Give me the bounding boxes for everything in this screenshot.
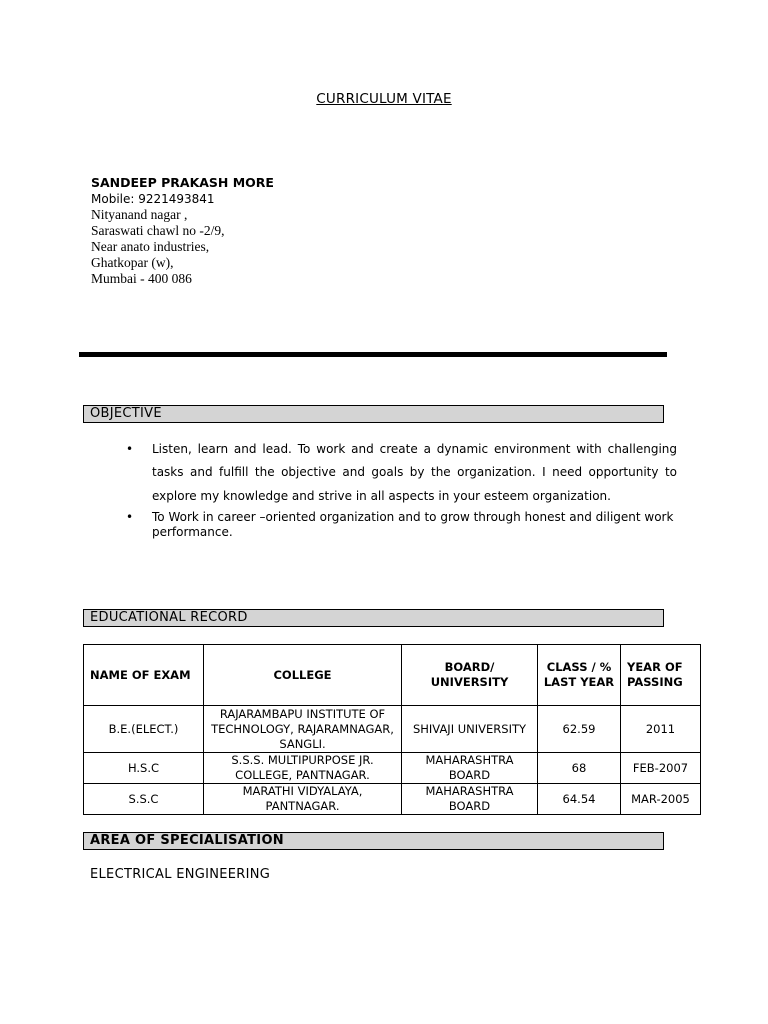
bullet-icon: • (126, 442, 134, 456)
address-line: Nityanand nagar , (91, 207, 188, 222)
cell-board: MAHARASHTRA BOARD (402, 784, 538, 815)
horizontal-divider (79, 352, 667, 357)
cell-college: S.S.S. MULTIPURPOSE JR. COLLEGE, PANTNAGAR. (204, 753, 402, 784)
cell-class: 64.54 (538, 784, 621, 815)
address-line: Near anato industries, (91, 239, 210, 254)
objective-list (126, 438, 677, 540)
cell-board: SHIVAJI UNIVERSITY (402, 706, 538, 753)
objective-item (126, 510, 677, 540)
objective-item (126, 438, 677, 508)
cell-year: 2011 (621, 706, 701, 753)
table-row (84, 706, 701, 753)
cell-exam: S.S.C (84, 784, 204, 815)
cell-class: 68 (538, 753, 621, 784)
cell-board: MAHARASHTRA BOARD (402, 753, 538, 784)
document-title: CURRICULUM VITAE (316, 91, 452, 107)
address-line: Ghatkopar (w), (91, 255, 174, 270)
cell-college: RAJARAMBAPU INSTITUTE OF TECHNOLOGY, RAJARAMNAGAR, SANGLI. (204, 706, 402, 753)
bullet-icon: • (126, 509, 134, 524)
education-heading: EDUCATIONAL RECORD (83, 609, 664, 627)
cell-college: MARATHI VIDYALAYA, PANTNAGAR. (204, 784, 402, 815)
column-header-exam: NAME OF EXAM (84, 645, 204, 706)
address-line: Mumbai - 400 086 (91, 271, 192, 286)
objective-text: To Work in career –oriented organization and to grow through honest and diligent work performance. (152, 509, 674, 539)
mobile-number: Mobile: 9221493841 (91, 192, 215, 206)
table-row (84, 753, 701, 784)
column-header-board: BOARD/ UNIVERSITY (402, 645, 538, 706)
column-header-class: CLASS / % LAST YEAR (538, 645, 621, 706)
column-header-college: COLLEGE (204, 645, 402, 706)
table-row (84, 784, 701, 815)
cell-exam: H.S.C (84, 753, 204, 784)
cell-exam: B.E.(ELECT.) (84, 706, 204, 753)
education-table (83, 644, 701, 815)
contact-block (91, 175, 274, 287)
cell-year: FEB-2007 (621, 753, 701, 784)
objective-heading: OBJECTIVE (83, 405, 664, 423)
candidate-name: SANDEEP PRAKASH MORE (91, 175, 274, 190)
objective-text: Listen, learn and lead. To work and create a dynamic environment with challenging tasks and fulfill the objective and goals by the organization. I need opportunity to explore my knowledge and strive in all aspects in your esteem organization. (152, 442, 677, 503)
address-line: Saraswati chawl no -2/9, (91, 223, 225, 238)
specialisation-value: ELECTRICAL ENGINEERING (90, 867, 271, 882)
cell-year: MAR-2005 (621, 784, 701, 815)
cell-class: 62.59 (538, 706, 621, 753)
column-header-year: YEAR OF PASSING (621, 645, 701, 706)
table-header-row (84, 645, 701, 706)
specialisation-heading: AREA OF SPECIALISATION (83, 832, 664, 850)
